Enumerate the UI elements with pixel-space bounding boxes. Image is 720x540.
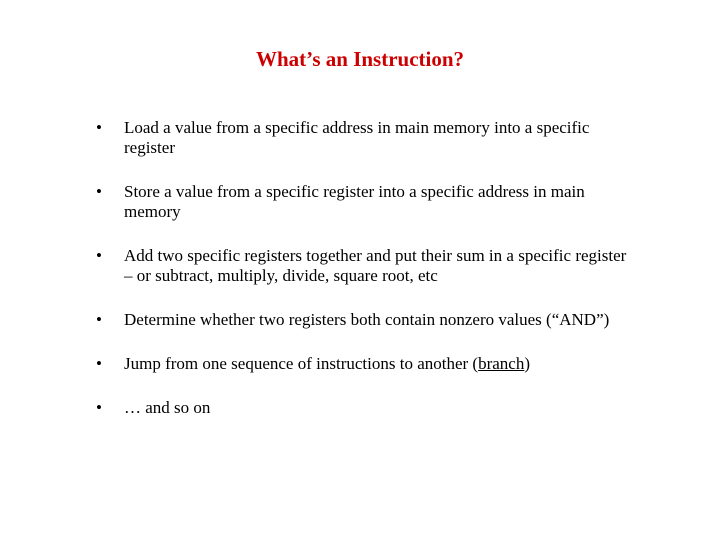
bullet-item-load: [96, 118, 636, 158]
bullet-item-store: [96, 182, 636, 222]
bullet-list: [96, 118, 636, 442]
bullet-text: … and so on: [124, 398, 211, 417]
bullet-item-and: [96, 310, 636, 330]
bullet-icon: •: [96, 246, 102, 265]
bullet-text-before: Jump from one sequence of instructions to another (: [124, 354, 479, 373]
branch-term: branch: [478, 354, 525, 373]
bullet-item-etc: [96, 398, 636, 418]
bullet-item-add: [96, 246, 636, 286]
bullet-icon: •: [96, 118, 102, 137]
bullet-text: Load a value from a specific address in main memory into a specific register: [124, 118, 590, 157]
bullet-item-jump: [96, 354, 636, 374]
bullet-icon: •: [96, 182, 102, 201]
bullet-icon: •: [96, 398, 102, 417]
bullet-text: Determine whether two registers both contain nonzero values (“AND”): [124, 310, 610, 329]
bullet-icon: •: [96, 310, 102, 329]
bullet-icon: •: [96, 354, 102, 373]
bullet-text-after: ): [524, 354, 531, 373]
bullet-text: Add two specific registers together and put their sum in a specific register – or subtract, multiply, divide, square root, etc: [124, 246, 627, 285]
slide-title: What’s an Instruction?: [255, 47, 465, 71]
bullet-text: Store a value from a specific register into a specific address in main memory: [124, 182, 585, 221]
